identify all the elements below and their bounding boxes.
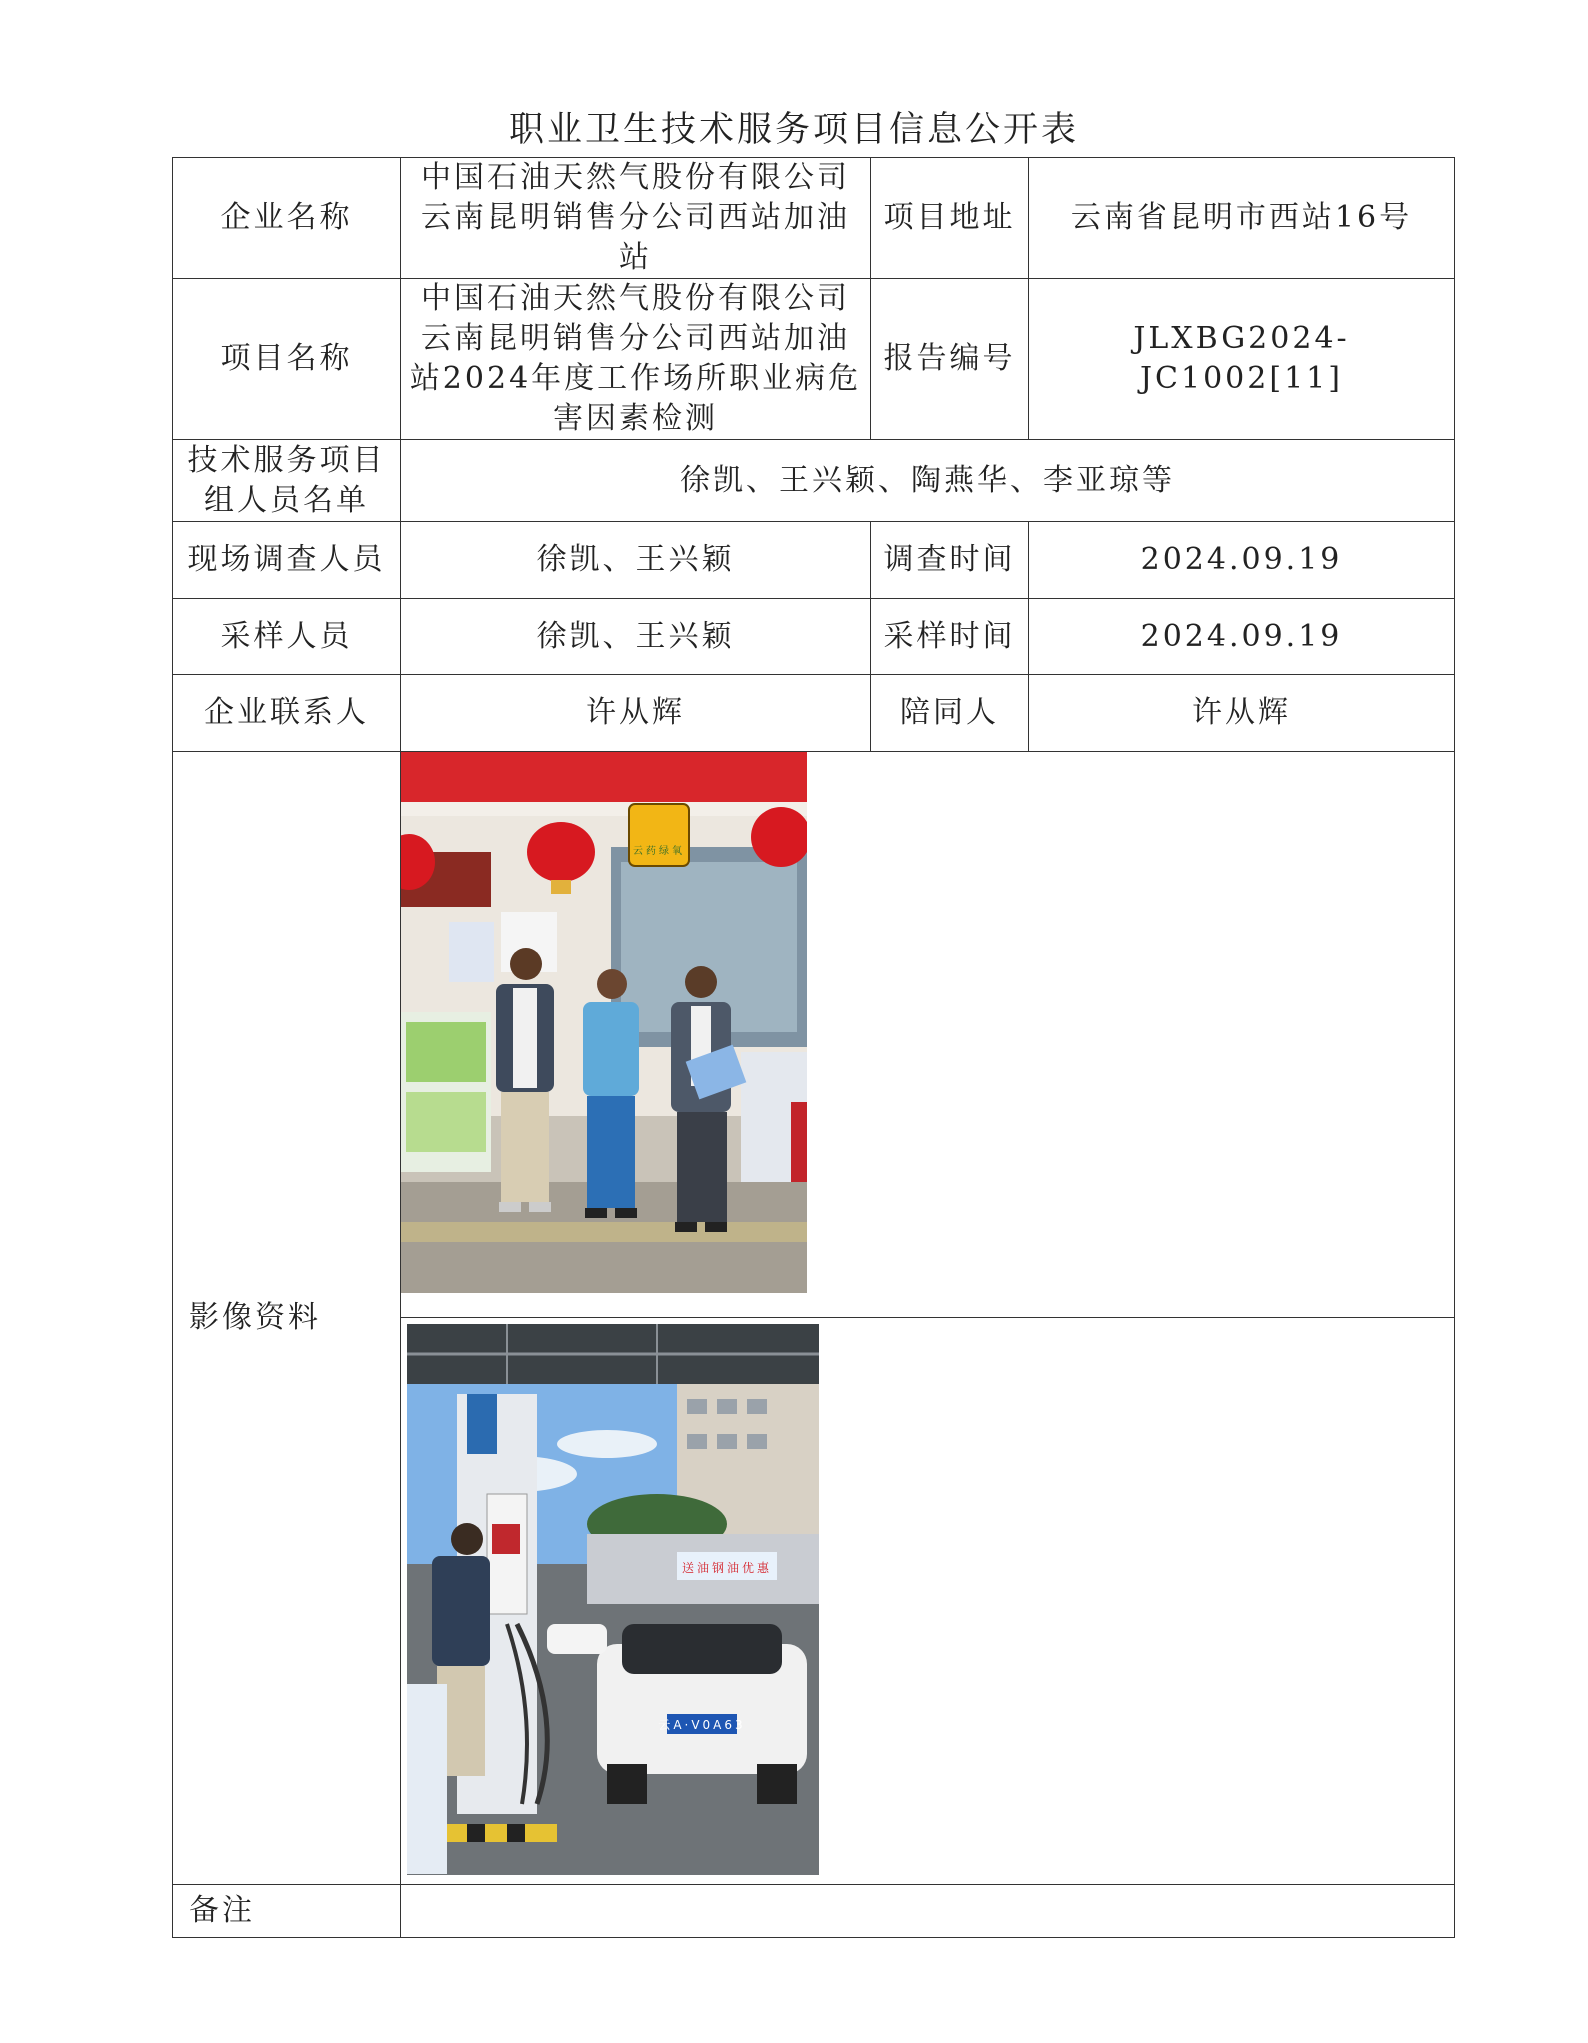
remarks-value: [401, 1885, 1455, 1938]
row-team: [173, 440, 1455, 522]
page-title: 职业卫生技术服务项目信息公开表: [508, 110, 1079, 150]
sampling-time-label: 采样时间: [871, 599, 1029, 675]
contact-label: 企业联系人: [173, 675, 401, 752]
escort-value: 许从辉: [1029, 675, 1455, 752]
project-value: 中国石油天然气股份有限公司云南昆明销售分公司西站加油站2024年度工作场所职业病危害因素检测: [401, 279, 871, 440]
photo1-sign-text: 云药绿氧: [633, 846, 685, 857]
row-company: [173, 158, 1455, 279]
company-value: 中国石油天然气股份有限公司云南昆明销售分公司西站加油站: [401, 158, 871, 279]
escort-label: 陪同人: [871, 675, 1029, 752]
address-label: 项目地址: [871, 158, 1029, 279]
remarks-label: 备注: [173, 1885, 401, 1938]
survey-time-label: 调查时间: [871, 522, 1029, 599]
survey-label: 现场调查人员: [173, 522, 401, 599]
sampling-value: 徐凯、王兴颖: [401, 599, 871, 675]
sampling-time-value: 2024.09.19: [1029, 599, 1455, 675]
address-value: 云南省昆明市西站16号: [1029, 158, 1455, 279]
row-remarks: [173, 1885, 1455, 1938]
team-value: 徐凯、王兴颖、陶燕华、李亚琼等: [401, 440, 1455, 522]
contact-value: 许从辉: [401, 675, 871, 752]
images-label: 影像资料: [173, 752, 401, 1885]
survey-time-value: 2024.09.19: [1029, 522, 1455, 599]
row-contact: [173, 675, 1455, 752]
photo-fuel-pump: [407, 1324, 819, 1875]
images-cell: [401, 752, 1455, 1885]
row-sampling: [173, 599, 1455, 675]
project-label: 项目名称: [173, 279, 401, 440]
report-label: 报告编号: [871, 279, 1029, 440]
info-table: [172, 157, 1455, 1938]
survey-value: 徐凯、王兴颖: [401, 522, 871, 599]
photo-frame-1: [401, 752, 1454, 1318]
photo-staff-group: [401, 752, 807, 1293]
row-project: [173, 279, 1455, 440]
photo2-plate-text: 云A·V0A63: [658, 1718, 746, 1732]
photo-frame-2: [401, 1324, 1454, 1884]
row-survey: [173, 522, 1455, 599]
report-value: JLXBG2024-JC1002[11]: [1029, 279, 1455, 440]
row-images: [173, 752, 1455, 1885]
sampling-label: 采样人员: [173, 599, 401, 675]
company-label: 企业名称: [173, 158, 401, 279]
photo2-banner-text: 送油钢油优惠: [681, 1561, 773, 1575]
team-label: 技术服务项目组人员名单: [173, 440, 401, 522]
